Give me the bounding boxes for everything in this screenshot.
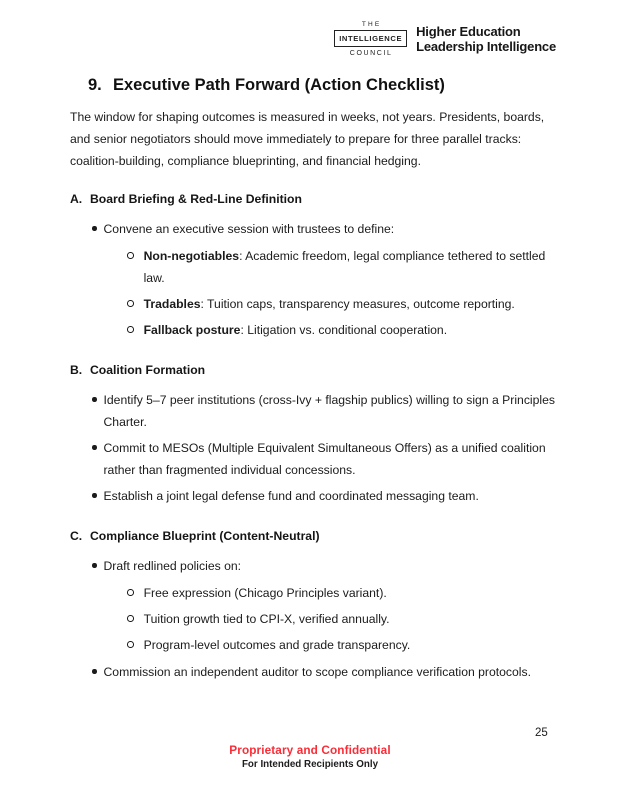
brand-tagline <box>416 24 556 54</box>
sub-bullet-item <box>127 245 564 289</box>
logo-intelligence-box: INTELLIGENCE <box>334 30 407 47</box>
bullet-item <box>92 437 564 481</box>
bullet-icon <box>92 445 97 450</box>
bullet-icon <box>92 669 97 674</box>
sub-bullet-list <box>0 245 620 341</box>
section-letter: B. <box>70 363 83 377</box>
bullet-text: Draft redlined policies on: <box>103 559 242 573</box>
bullet-text: Convene an executive session with trustees to define: <box>103 222 395 236</box>
tagline-line2: Leadership Intelligence <box>416 39 556 54</box>
bullet-icon <box>92 563 97 568</box>
section-title: Board Briefing & Red-Line Definition <box>90 192 302 206</box>
circle-bullet-icon <box>127 252 134 259</box>
bullet-text: Commission an independent auditor to scope compliance verification protocols. <box>103 665 531 679</box>
bullet-item <box>92 485 564 507</box>
sub-bullet-item <box>127 634 564 656</box>
section-b <box>0 359 620 507</box>
bullet-item <box>92 218 564 240</box>
heading-text: Executive Path Forward (Action Checklist) <box>113 76 445 94</box>
bullet-icon <box>92 397 97 402</box>
confidential-notice: Proprietary and Confidential <box>229 743 391 757</box>
bullet-item <box>92 389 564 433</box>
section-letter: A. <box>70 192 83 206</box>
section-c-heading <box>70 525 564 547</box>
circle-bullet-icon <box>127 326 134 333</box>
section-title: Coalition Formation <box>90 363 206 377</box>
intro-paragraph: The window for shaping outcomes is measured in weeks, not years. Presidents, boards, and senior negotiators should move immediately to prepare for three parallel tracks: coalition-building, compliance blueprinting, and financial hedging. <box>70 110 545 168</box>
sub-bullet-item <box>127 608 564 630</box>
circle-bullet-icon <box>127 300 134 307</box>
section-a <box>0 188 620 341</box>
tagline-line1: Higher Education <box>416 24 521 39</box>
sub-bullet-text: Fallback posture: Litigation vs. conditional cooperation. <box>143 323 448 337</box>
circle-bullet-icon <box>127 641 134 648</box>
sub-bullet-text: Program-level outcomes and grade transparency. <box>143 638 411 652</box>
section-title: Compliance Blueprint (Content-Neutral) <box>90 529 320 543</box>
section-c <box>0 525 620 683</box>
sub-bullet-item <box>127 293 564 315</box>
bullet-text: Commit to MESOs (Multiple Equivalent Simultaneous Offers) as a unified coalition rather than fragmented individual concessions. <box>103 441 546 477</box>
bullet-item <box>92 661 564 683</box>
sub-bullet-text: Non-negotiables: Academic freedom, legal compliance tethered to settled law. <box>143 249 546 285</box>
footer <box>0 743 620 770</box>
intelligence-council-logo <box>334 21 407 57</box>
bullet-item <box>92 555 564 577</box>
sub-bullet-text: Tradables: Tuition caps, transparency measures, outcome reporting. <box>143 297 515 311</box>
section-b-heading <box>70 359 564 381</box>
bullet-icon <box>92 493 97 498</box>
circle-bullet-icon <box>127 615 134 622</box>
sub-bullet-item <box>127 582 564 604</box>
bullet-text: Establish a joint legal defense fund and coordinated messaging team. <box>103 489 479 503</box>
bullet-text: Identify 5–7 peer institutions (cross-Ivy + flagship publics) willing to sign a Principles Charter. <box>103 393 555 429</box>
sub-bullet-text: Free expression (Chicago Principles variant). <box>143 586 387 600</box>
sub-bullet-item <box>127 319 564 341</box>
logo-council-text: COUNCIL <box>349 50 393 57</box>
sub-bullet-list <box>0 582 620 656</box>
sub-bullet-text: Tuition growth tied to CPI-X, verified annually. <box>143 612 390 626</box>
header-brand <box>334 21 556 57</box>
section-a-heading <box>70 188 564 210</box>
logo-the-text: THE <box>361 21 382 28</box>
page-title <box>88 74 564 97</box>
circle-bullet-icon <box>127 589 134 596</box>
heading-number: 9. <box>88 76 102 94</box>
section-letter: C. <box>70 529 83 543</box>
page-number: 25 <box>535 727 548 739</box>
recipients-notice: For Intended Recipients Only <box>241 759 379 770</box>
bullet-icon <box>92 226 97 231</box>
